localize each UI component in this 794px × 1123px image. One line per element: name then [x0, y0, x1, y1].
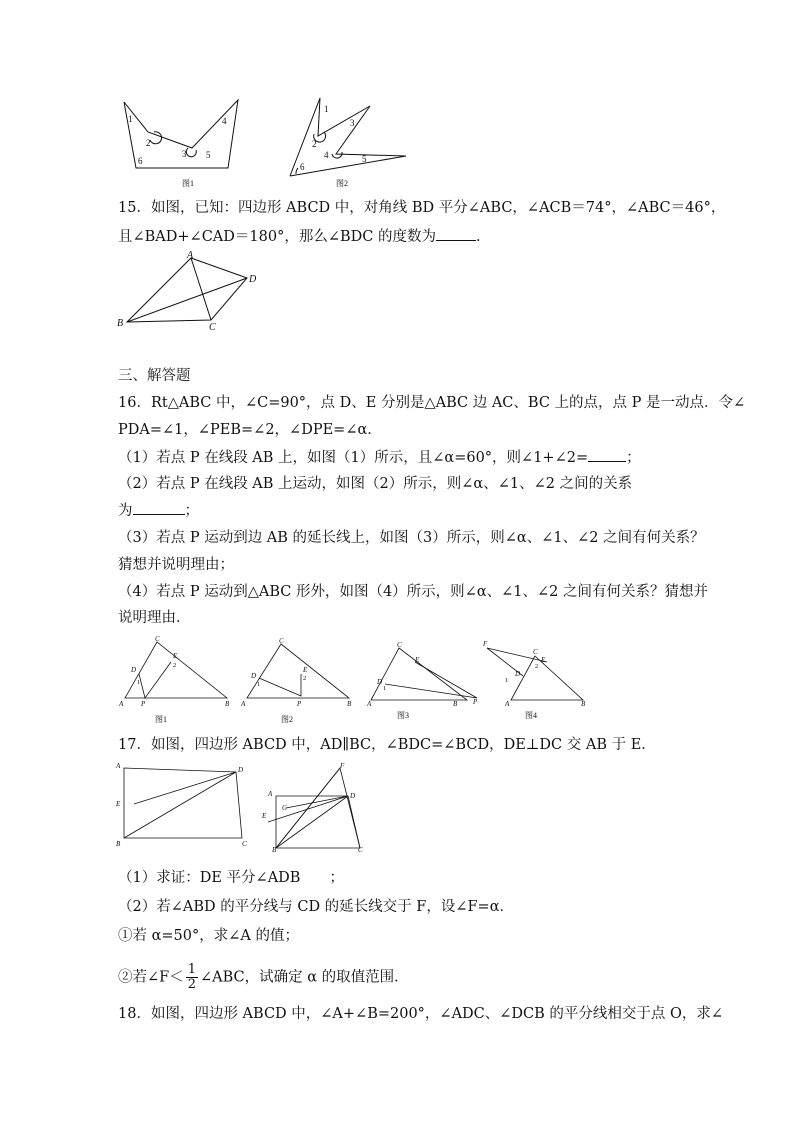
q17-f1-e: E	[116, 800, 121, 808]
q16-f4-e: E	[541, 656, 546, 664]
top-figures	[110, 92, 430, 192]
q15-label-b: B	[117, 318, 124, 329]
q16-part4a: （4）若点 P 运动到△ABC 形外，如图（4）所示，则∠α、∠1、∠2 之间有何关系？猜想并	[118, 584, 708, 600]
q16-f1-e: E	[173, 652, 178, 660]
q16-f2-c: C	[279, 637, 284, 645]
q16-f1-a: A	[119, 700, 124, 708]
q16-f2-e: E	[303, 666, 308, 674]
q17-f2-c: C	[358, 846, 363, 852]
q16-f3-p: P	[473, 698, 478, 706]
fig2-label-6: 6	[300, 162, 305, 172]
q16-fig2-caption: 图2	[281, 715, 293, 724]
q16-fig1-caption: 图1	[155, 715, 167, 724]
q16-f1-d: D	[131, 666, 137, 674]
fig1-label-5: 5	[206, 150, 211, 160]
q17-f2-g: G	[282, 804, 288, 812]
q16-line1: 16．Rt△ABC 中，∠C=90°，点 D、E 分别是△ABC 边 AC、BC 上的点，点 P 是一动点．令∠	[118, 395, 746, 411]
fig1-label-1: 1	[128, 114, 133, 124]
q16-f1-angle1: 1	[137, 679, 141, 686]
q17-f1-b: B	[116, 840, 121, 848]
q16-line2: PDA=∠1，∠PEB=∠2，∠DPE=∠α．	[118, 422, 382, 438]
q15-label-a: A	[187, 250, 194, 261]
q16-part2b-end: ；	[184, 503, 199, 519]
q17-f1-c: C	[242, 840, 247, 848]
q15-line2	[118, 226, 481, 247]
q15-line2-text: 且∠BAD+∠CAD＝180°，那么∠BDC 的度数为	[118, 229, 436, 245]
fig2-label-4: 4	[324, 150, 329, 160]
q17-sub4	[118, 963, 409, 992]
q15-figure	[115, 250, 265, 334]
fig1-label-4: 4	[222, 116, 227, 126]
q17-sub4-pre: ②若∠F＜	[118, 969, 184, 986]
fig1-label-3: 3	[182, 149, 187, 159]
q16-f4-a: A	[505, 700, 510, 708]
q16-f3-c: C	[397, 641, 402, 649]
q15-line1: 15．如图，已知：四边形 ABCD 中，对角线 BD 平分∠ABC，∠ACB＝74°，∠ABC＝46°，	[118, 200, 726, 216]
q16-part1	[118, 447, 641, 468]
q16-f4-d: D	[515, 670, 521, 678]
q15-label-d: D	[249, 274, 257, 285]
q16-part3b: 猜想并说明理由；	[118, 557, 234, 573]
q16-f4-f: F	[483, 640, 488, 648]
q16-part4b: 说明理由．	[118, 610, 191, 626]
fig1-caption: 图1	[182, 179, 194, 188]
fig1-label-6: 6	[138, 156, 143, 166]
q16-f3-a: A	[367, 700, 372, 708]
q16-part2b-text: 为	[118, 503, 133, 519]
q16-f3-d: D	[377, 678, 383, 686]
fig2-caption: 图2	[336, 179, 348, 188]
q17-f2-f: F	[340, 762, 345, 770]
q17-f1-a: A	[116, 762, 121, 770]
q16-f1-p: P	[141, 700, 146, 708]
q18-line1: 18．如图，四边形 ABCD 中，∠A+∠B=200°，∠ADC、∠DCB 的平分线相交于点 O，求∠	[118, 1006, 724, 1022]
q16-f2-angle1: 1	[257, 681, 261, 688]
q16-f1-angle2: 2	[173, 662, 177, 669]
q15-answer-blank	[436, 226, 476, 241]
fig2-label-2: 2	[312, 139, 317, 149]
q17-f2-e: E	[262, 812, 267, 820]
q16-f4-angle1: 1	[505, 677, 509, 684]
q16-part3a: （3）若点 P 运动到边 AB 的延长线上，如图（3）所示，则∠α、∠1、∠2 之间有何关系？	[118, 530, 705, 546]
q15-line2-end: .	[475, 229, 481, 245]
q16-fig4-caption: 图4	[525, 711, 537, 720]
q17-f2-b: B	[272, 846, 277, 852]
q16-f2-b: B	[347, 700, 352, 708]
fig2-label-3: 3	[350, 118, 355, 128]
q17-sub1: （1）求证：DE 平分∠ADB ；	[118, 870, 344, 886]
q16-figures	[115, 634, 595, 726]
q17-sub3: ①若 α=50°，求∠A 的值；	[118, 928, 299, 944]
q16-f1-b: B	[225, 700, 230, 708]
q15-label-c: C	[209, 322, 216, 333]
q16-f4-c: C	[533, 648, 538, 656]
q16-f2-angle2: 2	[303, 675, 307, 682]
q17-fraction-num: 1	[187, 962, 196, 977]
q17-fraction	[186, 963, 198, 992]
q17-f1-d: D	[238, 766, 244, 774]
q16-part2a: （2）若点 P 在线段 AB 上运动，如图（2）所示，则∠α、∠1、∠2 之间的关系	[118, 476, 633, 492]
q16-part1-blank	[588, 447, 626, 462]
q17-sub2: （2）若∠ABD 的平分线与 CD 的延长线交于 F，设∠F=α．	[118, 899, 514, 915]
q16-f4-b: B	[581, 700, 586, 708]
section-heading: 三、解答题	[118, 368, 191, 384]
q16-f3-e: E	[415, 656, 420, 664]
q16-f1-c: C	[155, 635, 160, 643]
q17-f2-a: A	[268, 790, 273, 798]
q17-line1: 17．如图，四边形 ABCD 中，AD∥BC，∠BDC=∠BCD，DE⊥DC 交 AB 于 E．	[118, 737, 656, 753]
q16-part1-text: （1）若点 P 在线段 AB 上，如图（1）所示，且∠α=60°，则∠1+∠2=	[118, 450, 589, 466]
q16-f3-b: B	[453, 700, 458, 708]
q17-sub4-post: ∠ABC，试确定 α 的取值范围．	[200, 969, 409, 986]
q16-part2-blank	[133, 500, 185, 515]
fig1-label-2: 2	[146, 138, 151, 148]
q16-f4-angle2: 2	[535, 663, 539, 670]
q17-f2-d: D	[350, 792, 356, 800]
figure-2	[290, 98, 406, 176]
fig2-label-5: 5	[362, 154, 367, 164]
q17-fraction-den: 2	[187, 977, 196, 992]
q16-f2-a: A	[241, 700, 246, 708]
q16-fig3-caption: 图3	[397, 711, 409, 720]
q17-figures	[112, 760, 372, 852]
q16-part2b	[118, 500, 199, 521]
q16-f2-p: P	[297, 700, 302, 708]
q16-f3-angle1: 1	[383, 685, 387, 692]
q16-part1-end: ；	[626, 450, 641, 466]
fig2-label-1: 1	[324, 104, 329, 114]
q16-f2-d: D	[251, 672, 257, 680]
